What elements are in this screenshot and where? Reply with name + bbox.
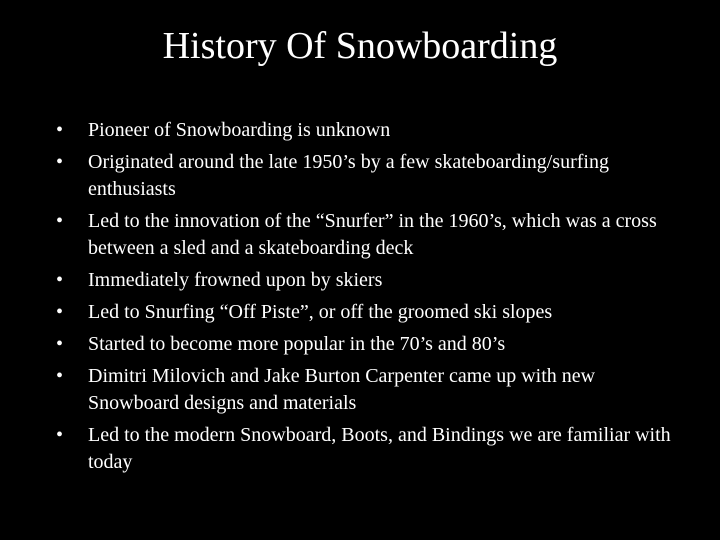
bullet-dot: • [56,365,64,387]
bullet-text: Originated around the late 1950’s by a few skateboarding/surfing enthusiasts [88,151,609,200]
bullet-item [56,299,676,326]
bullet-text: Led to Snurfing “Off Piste”, or off the groomed ski slopes [88,301,553,323]
bullet-text: Started to become more popular in the 70’s and 80’s [88,333,506,355]
bullet-dot: • [56,210,64,232]
slide-title: History Of Snowboarding [162,25,558,67]
bullet-list [56,117,676,481]
bullet-text: Led to the modern Snowboard, Boots, and Bindings we are familiar with today [88,424,671,473]
bullet-dot: • [56,333,64,355]
bullet-item [56,267,676,294]
bullet-dot: • [56,119,64,141]
bullet-dot: • [56,269,64,291]
bullet-item [56,117,676,144]
bullet-dot: • [56,301,64,323]
bullet-item [56,422,676,476]
bullet-text: Led to the innovation of the “Snurfer” in the 1960’s, which was a cross between a sled and a skateboarding deck [88,210,657,259]
bullet-item [56,331,676,358]
bullet-item [56,208,676,262]
bullet-dot: • [56,424,64,446]
bullet-text: Immediately frowned upon by skiers [88,269,383,291]
bullet-item [56,363,676,417]
bullet-item [56,149,676,203]
bullet-text: Dimitri Milovich and Jake Burton Carpenter came up with new Snowboard designs and materials [88,365,596,414]
bullet-dot: • [56,151,64,173]
bullet-text: Pioneer of Snowboarding is unknown [88,119,391,141]
